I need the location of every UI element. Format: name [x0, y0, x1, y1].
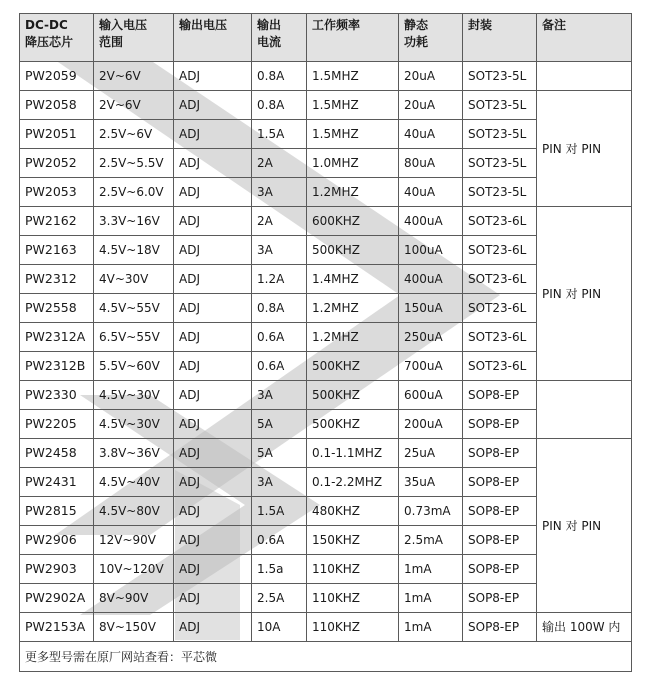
input-voltage-cell: 8V~90V [94, 584, 174, 613]
output-current-cell: 1.5A [252, 120, 307, 149]
input-voltage-cell: 12V~90V [94, 526, 174, 555]
frequency-cell: 480KHZ [307, 497, 399, 526]
package-cell: SOP8-EP [463, 381, 537, 410]
output-current-cell: 2A [252, 149, 307, 178]
quiescent-cell: 1mA [399, 613, 463, 642]
model-cell: PW2162 [20, 207, 94, 236]
header-frequency [307, 14, 399, 62]
header-text: 备注 [542, 18, 567, 32]
header-output-current [252, 14, 307, 62]
header-text: 输出 [257, 18, 282, 32]
package-cell: SOP8-EP [463, 526, 537, 555]
quiescent-cell: 20uA [399, 91, 463, 120]
model-cell: PW2052 [20, 149, 94, 178]
input-voltage-cell: 3.3V~16V [94, 207, 174, 236]
quiescent-cell: 250uA [399, 323, 463, 352]
model-cell: PW2153A [20, 613, 94, 642]
model-cell: PW2312A [20, 323, 94, 352]
model-cell: PW2163 [20, 236, 94, 265]
frequency-cell: 1.2MHZ [307, 178, 399, 207]
output-voltage-cell: ADJ [174, 613, 252, 642]
model-cell: PW2312B [20, 352, 94, 381]
table-footer-row [20, 642, 632, 672]
output-voltage-cell: ADJ [174, 439, 252, 468]
header-model [20, 14, 94, 62]
frequency-cell: 110KHZ [307, 613, 399, 642]
output-current-cell: 3A [252, 178, 307, 207]
package-cell: SOT23-6L [463, 294, 537, 323]
table-row [20, 62, 632, 91]
model-cell: PW2558 [20, 294, 94, 323]
package-cell: SOP8-EP [463, 613, 537, 642]
quiescent-cell: 80uA [399, 149, 463, 178]
table-row [20, 207, 632, 236]
input-voltage-cell: 6.5V~55V [94, 323, 174, 352]
quiescent-cell: 0.73mA [399, 497, 463, 526]
header-package [463, 14, 537, 62]
table-row [20, 439, 632, 468]
output-voltage-cell: ADJ [174, 91, 252, 120]
quiescent-cell: 400uA [399, 265, 463, 294]
quiescent-cell: 150uA [399, 294, 463, 323]
package-cell: SOT23-6L [463, 323, 537, 352]
output-voltage-cell: ADJ [174, 294, 252, 323]
input-voltage-cell: 4.5V~30V [94, 410, 174, 439]
input-voltage-cell: 10V~120V [94, 555, 174, 584]
table-row [20, 613, 632, 642]
model-cell: PW2815 [20, 497, 94, 526]
frequency-cell: 600KHZ [307, 207, 399, 236]
input-voltage-cell: 8V~150V [94, 613, 174, 642]
input-voltage-cell: 4.5V~40V [94, 468, 174, 497]
package-cell: SOT23-5L [463, 149, 537, 178]
footer-note-cell [20, 642, 632, 672]
model-cell: PW2205 [20, 410, 94, 439]
output-current-cell: 2.5A [252, 584, 307, 613]
package-cell: SOP8-EP [463, 468, 537, 497]
package-cell: SOP8-EP [463, 410, 537, 439]
remark-cell [537, 381, 632, 439]
quiescent-cell: 2.5mA [399, 526, 463, 555]
package-cell: SOT23-6L [463, 265, 537, 294]
output-current-cell: 5A [252, 410, 307, 439]
package-cell: SOT23-5L [463, 178, 537, 207]
frequency-cell: 110KHZ [307, 584, 399, 613]
output-current-cell: 3A [252, 381, 307, 410]
frequency-cell: 1.2MHZ [307, 294, 399, 323]
frequency-cell: 0.1-1.1MHZ [307, 439, 399, 468]
output-voltage-cell: ADJ [174, 178, 252, 207]
quiescent-cell: 40uA [399, 120, 463, 149]
model-cell: PW2903 [20, 555, 94, 584]
remark-cell: PIN 对 PIN [537, 91, 632, 207]
package-cell: SOT23-6L [463, 207, 537, 236]
header-input-voltage [94, 14, 174, 62]
output-current-cell: 2A [252, 207, 307, 236]
output-current-cell: 3A [252, 236, 307, 265]
header-text: 范围 [99, 35, 124, 49]
table-row [20, 381, 632, 410]
header-text: 电流 [257, 35, 282, 49]
output-current-cell: 0.8A [252, 62, 307, 91]
output-voltage-cell: ADJ [174, 62, 252, 91]
quiescent-cell: 25uA [399, 439, 463, 468]
input-voltage-cell: 4.5V~55V [94, 294, 174, 323]
input-voltage-cell: 4V~30V [94, 265, 174, 294]
frequency-cell: 1.5MHZ [307, 62, 399, 91]
output-current-cell: 0.8A [252, 294, 307, 323]
remark-cell: 输出 100W 内 [537, 613, 632, 642]
quiescent-cell: 40uA [399, 178, 463, 207]
quiescent-cell: 700uA [399, 352, 463, 381]
output-voltage-cell: ADJ [174, 265, 252, 294]
frequency-cell: 500KHZ [307, 352, 399, 381]
output-voltage-cell: ADJ [174, 236, 252, 265]
output-voltage-cell: ADJ [174, 410, 252, 439]
package-cell: SOT23-5L [463, 120, 537, 149]
output-voltage-cell: ADJ [174, 555, 252, 584]
package-cell: SOT23-6L [463, 352, 537, 381]
input-voltage-cell: 3.8V~36V [94, 439, 174, 468]
header-quiescent [399, 14, 463, 62]
header-text: 降压芯片 [25, 35, 74, 49]
input-voltage-cell: 4.5V~30V [94, 381, 174, 410]
package-cell: SOT23-6L [463, 236, 537, 265]
output-voltage-cell: ADJ [174, 468, 252, 497]
package-cell: SOP8-EP [463, 584, 537, 613]
quiescent-cell: 200uA [399, 410, 463, 439]
header-text: 功耗 [404, 35, 429, 49]
output-voltage-cell: ADJ [174, 323, 252, 352]
frequency-cell: 1.2MHZ [307, 323, 399, 352]
quiescent-cell: 100uA [399, 236, 463, 265]
quiescent-cell: 400uA [399, 207, 463, 236]
frequency-cell: 1.5MHZ [307, 91, 399, 120]
input-voltage-cell: 4.5V~18V [94, 236, 174, 265]
output-current-cell: 0.6A [252, 323, 307, 352]
output-current-cell: 0.6A [252, 352, 307, 381]
frequency-cell: 150KHZ [307, 526, 399, 555]
input-voltage-cell: 4.5V~80V [94, 497, 174, 526]
model-cell: PW2906 [20, 526, 94, 555]
output-voltage-cell: ADJ [174, 207, 252, 236]
frequency-cell: 110KHZ [307, 555, 399, 584]
frequency-cell: 500KHZ [307, 381, 399, 410]
header-remark [537, 14, 632, 62]
model-cell: PW2051 [20, 120, 94, 149]
output-current-cell: 1.5A [252, 497, 307, 526]
header-text: 输出电压 [179, 18, 228, 32]
header-text: 输入电压 [99, 18, 148, 32]
output-voltage-cell: ADJ [174, 497, 252, 526]
footer-note: 更多型号需在原厂网站查看：平芯微 [25, 650, 218, 664]
frequency-cell: 0.1-2.2MHZ [307, 468, 399, 497]
header-output-voltage [174, 14, 252, 62]
remark-cell: PIN 对 PIN [537, 439, 632, 613]
model-cell: PW2902A [20, 584, 94, 613]
output-voltage-cell: ADJ [174, 381, 252, 410]
header-text: 工作频率 [312, 18, 361, 32]
package-cell: SOP8-EP [463, 497, 537, 526]
output-current-cell: 0.8A [252, 91, 307, 120]
input-voltage-cell: 2V~6V [94, 62, 174, 91]
input-voltage-cell: 2.5V~6V [94, 120, 174, 149]
model-cell: PW2058 [20, 91, 94, 120]
header-text: DC-DC [25, 18, 68, 32]
model-cell: PW2458 [20, 439, 94, 468]
model-cell: PW2431 [20, 468, 94, 497]
input-voltage-cell: 5.5V~60V [94, 352, 174, 381]
input-voltage-cell: 2V~6V [94, 91, 174, 120]
package-cell: SOT23-5L [463, 62, 537, 91]
input-voltage-cell: 2.5V~6.0V [94, 178, 174, 207]
frequency-cell: 1.0MHZ [307, 149, 399, 178]
header-text: 静态 [404, 18, 429, 32]
quiescent-cell: 600uA [399, 381, 463, 410]
output-voltage-cell: ADJ [174, 120, 252, 149]
model-cell: PW2053 [20, 178, 94, 207]
output-voltage-cell: ADJ [174, 149, 252, 178]
model-cell: PW2059 [20, 62, 94, 91]
table-header-row [20, 14, 632, 62]
model-cell: PW2312 [20, 265, 94, 294]
output-voltage-cell: ADJ [174, 584, 252, 613]
dc-dc-spec-table [19, 13, 632, 672]
output-voltage-cell: ADJ [174, 352, 252, 381]
output-current-cell: 1.5a [252, 555, 307, 584]
output-voltage-cell: ADJ [174, 526, 252, 555]
header-text: 封装 [468, 18, 493, 32]
output-current-cell: 0.6A [252, 526, 307, 555]
quiescent-cell: 35uA [399, 468, 463, 497]
output-current-cell: 5A [252, 439, 307, 468]
package-cell: SOT23-5L [463, 91, 537, 120]
output-current-cell: 10A [252, 613, 307, 642]
input-voltage-cell: 2.5V~5.5V [94, 149, 174, 178]
frequency-cell: 500KHZ [307, 410, 399, 439]
package-cell: SOP8-EP [463, 439, 537, 468]
table-row [20, 91, 632, 120]
quiescent-cell: 20uA [399, 62, 463, 91]
remark-cell [537, 62, 632, 91]
frequency-cell: 1.5MHZ [307, 120, 399, 149]
output-current-cell: 3A [252, 468, 307, 497]
remark-cell: PIN 对 PIN [537, 207, 632, 381]
frequency-cell: 500KHZ [307, 236, 399, 265]
quiescent-cell: 1mA [399, 584, 463, 613]
output-current-cell: 1.2A [252, 265, 307, 294]
quiescent-cell: 1mA [399, 555, 463, 584]
model-cell: PW2330 [20, 381, 94, 410]
frequency-cell: 1.4MHZ [307, 265, 399, 294]
package-cell: SOP8-EP [463, 555, 537, 584]
